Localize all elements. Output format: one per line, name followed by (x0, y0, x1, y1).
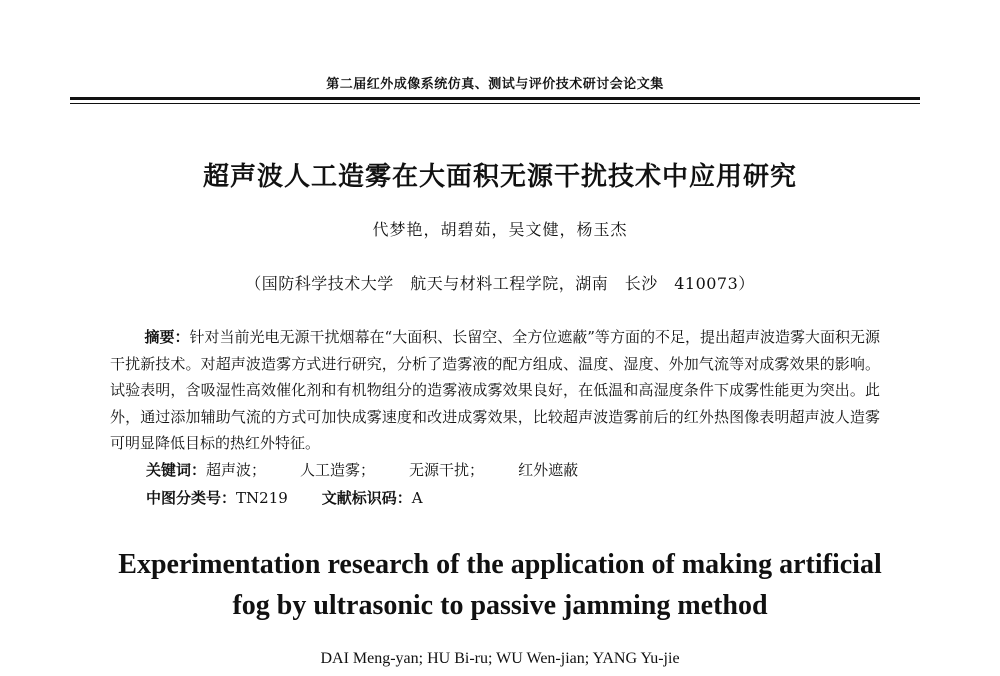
keywords-line (146, 459, 612, 481)
running-header: 第二届红外成像系统仿真、测试与评价技术研讨会论文集 (326, 77, 664, 92)
keywords-label: 关键词： (146, 461, 207, 479)
chinese-authors: 代梦艳，胡碧茹，吴文健，杨玉杰 (372, 220, 628, 239)
doc-code-value: A (411, 489, 423, 507)
abstract-label: 摘要： (144, 328, 190, 346)
chinese-title: 超声波人工造雾在大面积无源干扰技术中应用研究 (202, 162, 797, 192)
classification-line (146, 487, 423, 509)
chinese-affiliation: （国防科学技术大学 航天与材料工程学院，湖南 长沙 410073） (245, 274, 755, 293)
abstract (110, 324, 880, 457)
clc-label: 中图分类号： (146, 489, 237, 507)
keyword-item: 红外遮蔽 (518, 461, 579, 479)
keyword-item: 超声波； (206, 461, 267, 479)
english-title-line-1: Experimentation research of the application of making artificial (118, 549, 882, 580)
english-title (0, 544, 1000, 626)
keyword-item: 无源干扰； (409, 461, 485, 479)
keyword-item: 人工造雾； (300, 461, 376, 479)
english-authors: DAI Meng-yan; HU Bi-ru; WU Wen-jian; YANG Yu-jie (320, 650, 680, 667)
english-title-line-2: fog by ultrasonic to passive jamming method (232, 590, 768, 621)
abstract-text: 针对当前光电无源干扰烟幕在“大面积、长留空、全方位遮蔽”等方面的不足，提出超声波造雾大面积无源干扰新技术。对超声波造雾方式进行研究，分析了造雾液的配方组成、温度、湿度、外加气流等对成雾效果的影响。试验表明，含吸湿性高效催化剂和有机物组分的造雾液成雾效果良好，在低温和高湿度条件下成雾性能更为突出。此外，通过添加辅助气流的方式可加快成雾速度和改进成雾效果，比较超声波造雾前后的红外热图像表明超声波人造雾可明显降低目标的热红外特征。 (110, 328, 880, 452)
header-rule-thin (70, 103, 920, 104)
clc-value: TN219 (236, 489, 288, 507)
doc-code-label: 文献标识码： (321, 489, 412, 507)
header-rule-thick (70, 97, 920, 100)
